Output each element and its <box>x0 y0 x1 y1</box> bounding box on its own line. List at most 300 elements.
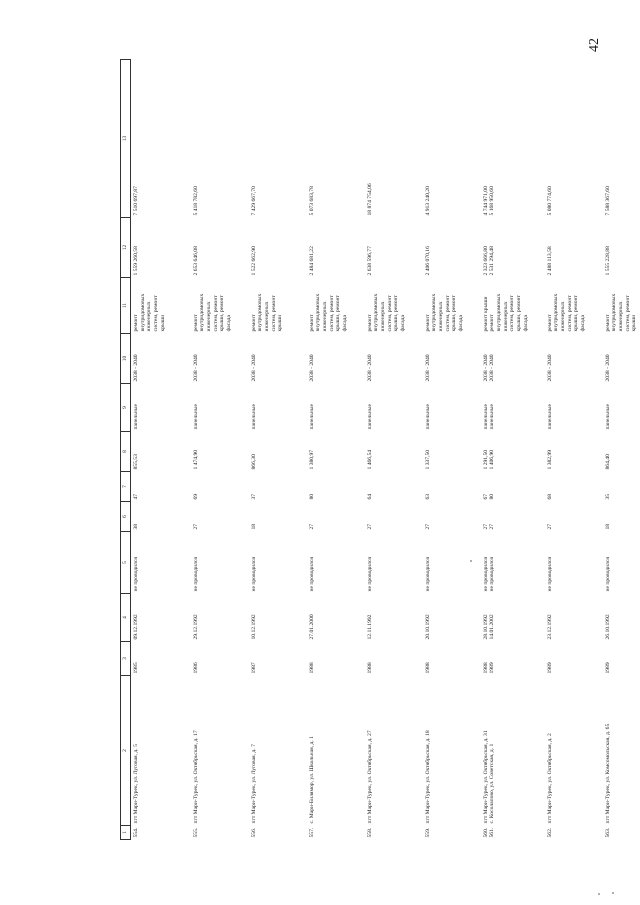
repair-works-text: систем, ремонт <box>212 295 219 332</box>
column-number-6: 6 <box>121 502 131 532</box>
repair-works-cell <box>249 278 307 334</box>
floors-or-units-cell <box>191 502 249 532</box>
repair-works-text: ремонт <box>133 314 139 332</box>
repair-cost-text: 2 406 070,16 <box>424 246 431 276</box>
commission-date-cell <box>423 594 481 642</box>
row-number-cell <box>249 826 307 840</box>
row-number-text: 563. <box>604 827 611 838</box>
repair-works-text: крыши, ремонт <box>335 295 342 332</box>
address-text: пгт Мари-Турек, ул. Октябрьская, д. 27 <box>366 730 373 824</box>
year-built-text: 1988 <box>482 662 489 674</box>
repair-cost-text: 2 488 113,58 <box>546 246 553 276</box>
repair-period-cell <box>545 334 603 384</box>
total-cost-cell <box>307 60 365 218</box>
wall-material-cell <box>131 384 191 432</box>
row-number-text: 559. <box>424 827 431 838</box>
total-cost-cell <box>481 60 545 218</box>
table-body <box>131 60 640 840</box>
floors-or-units-text: 27 <box>546 523 553 530</box>
apartments-text: 80 <box>489 493 496 500</box>
repair-works-text: крыши, ремонт <box>219 295 226 332</box>
repair-status-cell <box>249 532 307 594</box>
repair-period-text: 2038 - 2040 <box>133 354 139 382</box>
area-cell <box>603 432 640 472</box>
apartments-text: 47 <box>133 493 139 500</box>
repair-works-text: систем, ремонт <box>509 295 516 332</box>
table-row <box>603 60 640 840</box>
address-cell <box>365 676 423 826</box>
repair-works-text: ремонт крыши <box>482 296 489 332</box>
floors-or-units-text: 18 <box>604 523 611 530</box>
year-built-text: 1989 <box>604 662 611 674</box>
commission-date-text: 27.01.2000 <box>308 614 315 640</box>
row-number-cell <box>481 826 545 840</box>
repair-works-text: систем, ремонт <box>624 295 631 332</box>
year-built-text: 1989 <box>489 662 496 674</box>
wall-material-text: панельные <box>250 403 257 430</box>
repair-period-text: 2038 - 2040 <box>482 354 489 382</box>
commission-date-text: 29.12.1992 <box>192 614 199 640</box>
repair-period-cell <box>423 334 481 384</box>
repair-works-text: внутридомовых <box>373 293 380 332</box>
floors-or-units-cell <box>131 502 191 532</box>
commission-date-cell <box>191 594 249 642</box>
address-text: пгт Мари-Турек, ул. Октябрьская, д. 31 <box>482 730 489 824</box>
area-text: 1 337,50 <box>424 449 431 470</box>
floors-or-units-text: 27 <box>192 523 199 530</box>
repair-period-text: 2038 - 2040 <box>489 354 496 382</box>
year-built-cell <box>307 642 365 676</box>
repair-cost-cell <box>423 218 481 278</box>
address-text: пгт Мари-Турек, ул. Октябрьская, д. 2 <box>546 733 553 824</box>
page-number: 42 <box>587 38 602 52</box>
apartments-cell <box>545 472 603 502</box>
commission-date-text: 10.12.1992 <box>250 614 257 640</box>
repair-works-text: инженерных <box>321 301 328 332</box>
apartments-text: 69 <box>192 493 199 500</box>
repair-works-text: систем, ремонт <box>328 295 335 332</box>
apartments-text: 80 <box>308 493 315 500</box>
repair-works-text: внутридомовых <box>199 293 206 332</box>
repair-works-text: фасада <box>458 315 465 332</box>
apartments-cell <box>249 472 307 502</box>
commission-date-cell <box>365 594 423 642</box>
area-cell <box>423 432 481 472</box>
column-number-1: 1 <box>121 826 131 840</box>
year-built-text: 1988 <box>424 662 431 674</box>
repair-period-cell <box>603 334 640 384</box>
repair-cost-text: 2 323 666,80 <box>482 246 489 276</box>
repair-works-text: внутридомовых <box>611 293 618 332</box>
total-cost-text: 5 073 683,78 <box>308 186 315 216</box>
column-number-12: 12 <box>121 218 131 278</box>
repair-works-text: внутридомовых <box>257 293 264 332</box>
apartments-text: 35 <box>604 493 611 500</box>
repair-works-text: фасада <box>580 315 587 332</box>
total-cost-text: 7 510 697,87 <box>133 186 139 216</box>
repair-works-text: инженерных <box>559 301 566 332</box>
area-text: 1 380,97 <box>308 449 315 470</box>
repair-works-text: ремонт <box>546 314 553 332</box>
area-cell <box>191 432 249 472</box>
apartments-text: 64 <box>366 493 373 500</box>
repair-works-text: инженерных <box>502 301 509 332</box>
repair-works-text: инженерных <box>437 301 444 332</box>
repair-status-cell <box>603 532 640 594</box>
wall-material-text: панельные <box>133 403 139 430</box>
repair-works-text: фасада <box>400 315 407 332</box>
column-number-13: 13 <box>121 60 131 218</box>
apartments-cell <box>423 472 481 502</box>
area-cell <box>365 432 423 472</box>
area-cell <box>131 432 191 472</box>
table-row <box>365 60 423 840</box>
repair-period-text: 2038 - 2040 <box>308 354 315 382</box>
address-text: пгт Мари-Турек, ул. Луговая, д. 7 <box>250 744 257 824</box>
repair-works-text: систем, ремонт <box>153 295 160 332</box>
repair-status-cell <box>131 532 191 594</box>
row-number-cell <box>191 826 249 840</box>
wall-material-cell <box>423 384 481 432</box>
repair-status-text: не проводился <box>424 557 431 592</box>
repair-cost-cell <box>481 218 545 278</box>
year-built-text: 1988 <box>308 662 315 674</box>
repair-period-cell <box>249 334 307 384</box>
column-number-11: 11 <box>121 278 131 334</box>
total-cost-text: 5 418 782,60 <box>192 186 199 216</box>
total-cost-text: 5 168 950,60 <box>489 186 496 216</box>
apartments-text: 67 <box>482 493 489 500</box>
repair-cost-cell <box>365 218 423 278</box>
repair-works-text: инженерных <box>379 301 386 332</box>
floors-or-units-text: 27 <box>424 523 431 530</box>
wall-material-cell <box>249 384 307 432</box>
table-header-row <box>121 60 131 840</box>
total-cost-cell <box>131 60 191 218</box>
commission-date-text: 12.11.1992 <box>366 614 373 640</box>
row-number-text: 554. <box>133 827 139 838</box>
area-cell <box>545 432 603 472</box>
repair-cost-cell <box>307 218 365 278</box>
housing-repair-table <box>120 59 640 840</box>
apartments-cell <box>307 472 365 502</box>
column-number-8: 8 <box>121 432 131 472</box>
repair-works-cell <box>423 278 481 334</box>
repair-works-text: ремонт <box>192 314 199 332</box>
column-number-10: 10 <box>121 334 131 384</box>
year-built-cell <box>249 642 307 676</box>
address-cell <box>249 676 307 826</box>
column-number-4: 4 <box>121 594 131 642</box>
repair-works-text: внутридомовых <box>315 293 322 332</box>
floors-or-units-cell <box>423 502 481 532</box>
apartments-cell <box>603 472 640 502</box>
area-text: 1 382,99 <box>546 449 553 470</box>
repair-works-text: крыши, ремонт <box>516 295 523 332</box>
repair-works-text: внутридомовых <box>495 293 502 332</box>
table-row <box>307 60 365 840</box>
repair-cost-text: 2 638 596,77 <box>366 246 373 276</box>
repair-works-text: ремонт <box>424 314 431 332</box>
repair-works-text: систем, ремонт <box>270 295 277 332</box>
wall-material-cell <box>365 384 423 432</box>
column-number-3: 3 <box>121 642 131 676</box>
area-cell <box>307 432 365 472</box>
repair-cost-cell <box>603 218 640 278</box>
address-cell <box>423 676 481 826</box>
table-row <box>545 60 603 840</box>
total-cost-text: 4 913 240,20 <box>424 186 431 216</box>
row-number-text: 555. <box>192 827 199 838</box>
column-number-2: 2 <box>121 676 131 826</box>
floors-or-units-cell <box>249 502 307 532</box>
floors-or-units-cell <box>365 502 423 532</box>
repair-works-cell <box>307 278 365 334</box>
scan-speck <box>598 893 600 895</box>
total-cost-text: 7 429 667,70 <box>250 186 257 216</box>
row-number-cell <box>545 826 603 840</box>
commission-date-cell <box>603 594 640 642</box>
repair-status-cell <box>423 532 481 594</box>
repair-works-text: систем, ремонт <box>444 295 451 332</box>
row-number-text: 556. <box>250 827 257 838</box>
scan-speck <box>612 892 614 894</box>
column-number-7: 7 <box>121 472 131 502</box>
commission-date-cell <box>481 594 545 642</box>
year-built-cell <box>481 642 545 676</box>
commission-date-text: 26.10.1992 <box>604 614 611 640</box>
area-text: 864,40 <box>604 454 611 470</box>
area-text: 1 474,90 <box>192 449 199 470</box>
rotated-table-wrapper <box>120 60 638 840</box>
address-text: пгт Мари-Турек, ул. Комсомольская, д. 65 <box>604 723 611 824</box>
area-text: 855,53 <box>133 454 139 470</box>
repair-period-text: 2038 - 2040 <box>546 354 553 382</box>
repair-status-text: не проводился <box>192 557 199 592</box>
repair-period-cell <box>481 334 545 384</box>
wall-material-text: панельные <box>192 403 199 430</box>
apartments-text: 63 <box>424 493 431 500</box>
repair-status-text: не проводился <box>482 557 489 592</box>
repair-works-cell <box>603 278 640 334</box>
address-cell <box>307 676 365 826</box>
repair-works-cell <box>131 278 191 334</box>
repair-cost-cell <box>131 218 191 278</box>
table-row <box>191 60 249 840</box>
wall-material-text: панельные <box>366 403 373 430</box>
apartments-cell <box>131 472 191 502</box>
table-row <box>481 60 545 840</box>
area-text: 1 406,90 <box>489 449 496 470</box>
address-cell <box>131 676 191 826</box>
repair-works-text: инженерных <box>205 301 212 332</box>
repair-status-text: не проводился <box>546 557 553 592</box>
wall-material-cell <box>481 384 545 432</box>
address-text: с. Косолапово, ул. Советская, д. 1 <box>489 743 496 824</box>
year-built-cell <box>603 642 640 676</box>
repair-status-text: не проводился <box>133 557 139 592</box>
floors-or-units-cell <box>545 502 603 532</box>
row-number-cell <box>603 826 640 840</box>
row-number-cell <box>365 826 423 840</box>
total-cost-cell <box>365 60 423 218</box>
address-text: с. Мари-Билямор, ул. Школьная, д. 1 <box>308 736 315 824</box>
address-cell <box>191 676 249 826</box>
repair-cost-text: 1 522 662,90 <box>250 246 257 276</box>
address-text: пгт Мари-Турек, ул. Октябрьская, д. 18 <box>424 730 431 824</box>
repair-status-text: не проводился <box>604 557 611 592</box>
repair-status-cell <box>545 532 603 594</box>
commission-date-text: 14.01.2002 <box>489 614 496 640</box>
area-text: 1 291,50 <box>482 449 489 470</box>
year-built-cell <box>131 642 191 676</box>
floors-or-units-cell <box>481 502 545 532</box>
column-number-9: 9 <box>121 384 131 432</box>
year-built-cell <box>191 642 249 676</box>
total-cost-text: 18 874 754,06 <box>366 183 373 216</box>
repair-works-text: крыши <box>159 314 166 332</box>
floors-or-units-text: 27 <box>366 523 373 530</box>
repair-cost-text: 2 484 681,22 <box>308 246 315 276</box>
repair-works-text: систем, ремонт <box>386 295 393 332</box>
repair-works-text: крыши <box>631 314 638 332</box>
apartments-cell <box>191 472 249 502</box>
repair-works-cell <box>545 278 603 334</box>
repair-cost-text: 2 531 294,48 <box>489 246 496 276</box>
year-built-text: 1986 <box>192 662 199 674</box>
repair-cost-cell <box>191 218 249 278</box>
row-number-text: 562. <box>546 827 553 838</box>
repair-works-text: ремонт <box>366 314 373 332</box>
repair-cost-text: 1 555 228,88 <box>604 246 611 276</box>
area-cell <box>481 432 545 472</box>
commission-date-cell <box>545 594 603 642</box>
total-cost-text: 7 588 367,60 <box>604 186 611 216</box>
total-cost-cell <box>423 60 481 218</box>
row-number-text: 558. <box>366 827 373 838</box>
repair-works-text: ремонт <box>308 314 315 332</box>
address-cell <box>545 676 603 826</box>
repair-works-text: крыши, ремонт <box>393 295 400 332</box>
table-row <box>249 60 307 840</box>
row-number-text: 560. <box>482 827 489 838</box>
apartments-cell <box>365 472 423 502</box>
repair-works-text: внутридомовых <box>139 293 146 332</box>
row-number-text: 557. <box>308 827 315 838</box>
floors-or-units-cell <box>307 502 365 532</box>
total-cost-cell <box>603 60 640 218</box>
scan-speck <box>470 560 472 562</box>
year-built-text: 1988 <box>366 662 373 674</box>
wall-material-cell <box>545 384 603 432</box>
table-row <box>423 60 481 840</box>
wall-material-text: панельные <box>482 403 489 430</box>
total-cost-text: 5 080 774,60 <box>546 186 553 216</box>
repair-works-text: инженерных <box>146 301 153 332</box>
total-cost-text: 4 744 971,00 <box>482 186 489 216</box>
apartments-text: 37 <box>250 493 257 500</box>
repair-period-text: 2038 - 2040 <box>424 354 431 382</box>
area-cell <box>249 432 307 472</box>
repair-status-text: не проводился <box>308 557 315 592</box>
repair-status-cell <box>365 532 423 594</box>
row-number-cell <box>423 826 481 840</box>
wall-material-cell <box>191 384 249 432</box>
wall-material-cell <box>307 384 365 432</box>
repair-status-cell <box>307 532 365 594</box>
repair-cost-cell <box>545 218 603 278</box>
repair-period-text: 2038 - 2040 <box>366 354 373 382</box>
repair-works-text: крыши, ремонт <box>451 295 458 332</box>
area-text: 866,30 <box>250 454 257 470</box>
wall-material-text: панельные <box>546 403 553 430</box>
commission-date-cell <box>249 594 307 642</box>
apartments-text: 68 <box>546 493 553 500</box>
commission-date-cell <box>307 594 365 642</box>
repair-works-text: фасада <box>342 315 349 332</box>
year-built-text: 1987 <box>250 662 257 674</box>
repair-works-cell <box>191 278 249 334</box>
repair-period-cell <box>191 334 249 384</box>
repair-works-text: систем, ремонт <box>566 295 573 332</box>
repair-period-cell <box>131 334 191 384</box>
floors-or-units-text: 27 <box>482 523 489 530</box>
floors-or-units-cell <box>603 502 640 532</box>
apartments-cell <box>481 472 545 502</box>
year-built-cell <box>365 642 423 676</box>
floors-or-units-text: 27 <box>308 523 315 530</box>
repair-status-text: не проводился <box>366 557 373 592</box>
address-cell <box>481 676 545 826</box>
area-text: 1 466,54 <box>366 449 373 470</box>
year-built-cell <box>423 642 481 676</box>
row-number-cell <box>131 826 191 840</box>
total-cost-cell <box>545 60 603 218</box>
repair-status-text: не проводился <box>250 557 257 592</box>
repair-status-cell <box>481 532 545 594</box>
repair-period-cell <box>365 334 423 384</box>
repair-works-text: ремонт <box>250 314 257 332</box>
year-built-text: 1985 <box>133 662 139 674</box>
commission-date-cell <box>131 594 191 642</box>
repair-works-text: внутридомовых <box>431 293 438 332</box>
repair-works-text: ремонт <box>489 314 496 332</box>
repair-works-text: крыши <box>277 314 284 332</box>
table-row <box>131 60 191 840</box>
repair-works-text: крыши, ремонт <box>573 295 580 332</box>
floors-or-units-text: 38 <box>133 523 139 530</box>
commission-date-text: 23.12.1992 <box>546 614 553 640</box>
year-built-text: 1989 <box>546 662 553 674</box>
repair-works-text: внутридомовых <box>553 293 560 332</box>
commission-date-text: 28.10.1992 <box>482 614 489 640</box>
repair-works-text: инженерных <box>617 301 624 332</box>
repair-period-text: 2038 - 2040 <box>604 354 611 382</box>
repair-works-cell <box>365 278 423 334</box>
repair-works-text: фасада <box>226 315 233 332</box>
repair-status-text: не проводился <box>489 557 496 592</box>
column-number-5: 5 <box>121 532 131 594</box>
repair-cost-cell <box>249 218 307 278</box>
address-cell <box>603 676 640 826</box>
year-built-cell <box>545 642 603 676</box>
wall-material-text: панельные <box>308 403 315 430</box>
repair-works-text: инженерных <box>263 301 270 332</box>
wall-material-text: панельные <box>489 403 496 430</box>
wall-material-text: панельные <box>604 403 611 430</box>
commission-date-text: 20.10.1992 <box>424 614 431 640</box>
address-text: пгт Мари-Турек, ул. Луговая, д. 5 <box>133 744 139 824</box>
